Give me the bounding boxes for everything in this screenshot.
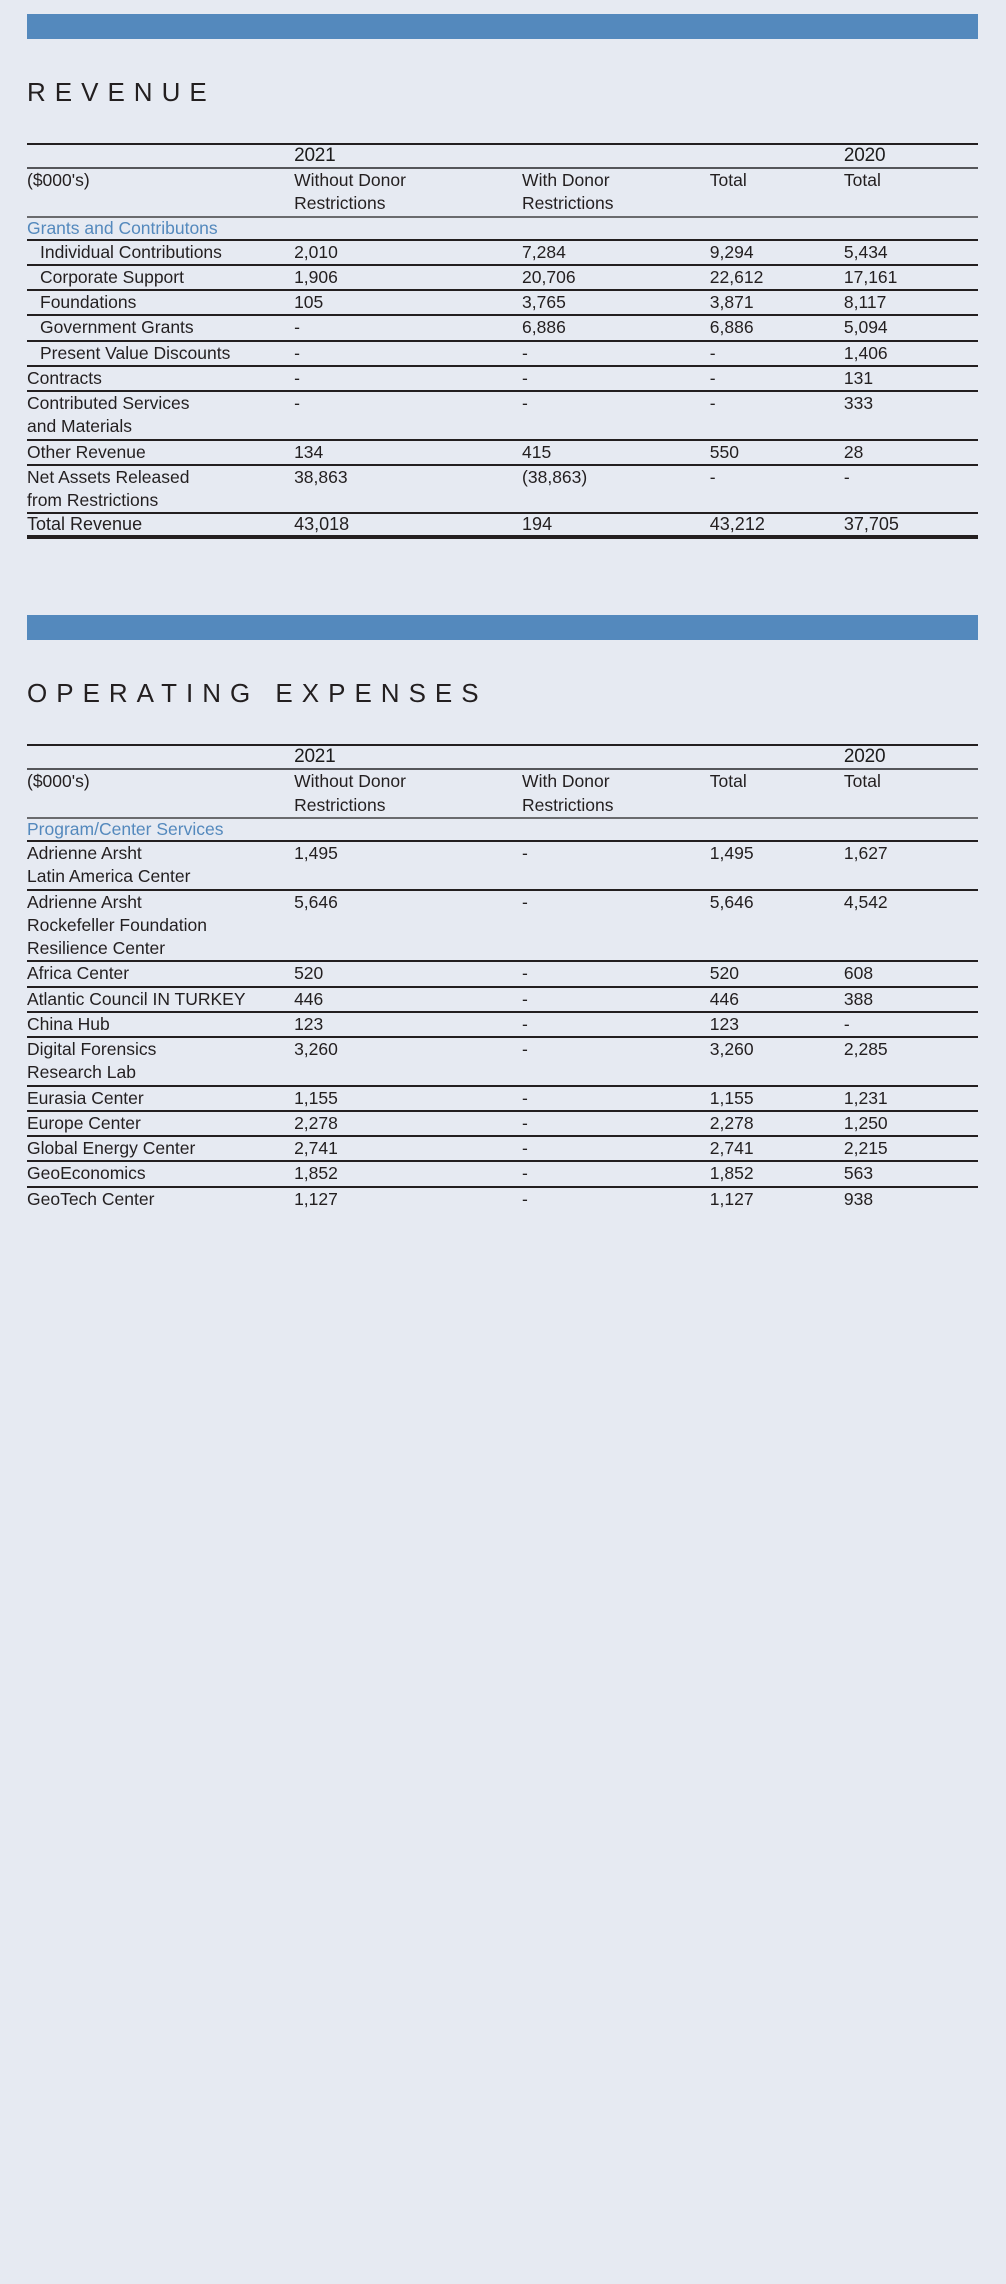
revenue-row-label: Other Revenue <box>27 440 294 465</box>
expenses-row-with: - <box>522 1111 710 1136</box>
revenue-row-label: Corporate Support <box>27 265 294 290</box>
table-row <box>27 315 978 340</box>
revenue-section <box>0 14 1006 601</box>
expenses-row-label: Africa Center <box>27 961 294 986</box>
revenue-row-label: Foundations <box>27 290 294 315</box>
expenses-year-header-row <box>27 745 978 769</box>
revenue-row-total: 550 <box>710 440 844 465</box>
expenses-row-with: - <box>522 1012 710 1037</box>
expenses-row-prior: 563 <box>844 1161 978 1186</box>
revenue-row-total: 6,886 <box>710 315 844 340</box>
expenses-row-label: Europe Center <box>27 1111 294 1136</box>
revenue-year-spacer-1 <box>522 144 710 168</box>
expenses-row-prior: 2,285 <box>844 1037 978 1086</box>
revenue-units-label: ($000's) <box>27 168 294 217</box>
revenue-row-label: Contributed Services and Materials <box>27 391 294 440</box>
table-row <box>27 290 978 315</box>
revenue-row-total: - <box>710 465 844 514</box>
revenue-table <box>27 143 978 539</box>
expenses-row-prior: 4,542 <box>844 890 978 962</box>
revenue-row-total: 3,871 <box>710 290 844 315</box>
expenses-row-without: 2,741 <box>294 1136 522 1161</box>
expenses-col-with-donor <box>522 769 710 818</box>
revenue-total-without: 43,018 <box>294 513 522 537</box>
table-row <box>27 1161 978 1186</box>
page-title-operating-expenses: OPERATING EXPENSES <box>27 678 488 709</box>
expenses-row-with: - <box>522 1161 710 1186</box>
revenue-accent-bar <box>27 14 978 39</box>
expenses-row-total: 123 <box>710 1012 844 1037</box>
revenue-col-with-donor-line2: Restrictions <box>522 193 614 214</box>
expenses-row-label: Digital Forensics Research Lab <box>27 1037 294 1086</box>
expenses-row-without: 123 <box>294 1012 522 1037</box>
expenses-row-prior: 2,215 <box>844 1136 978 1161</box>
operating-expenses-table <box>27 744 978 1211</box>
expenses-row-total: 5,646 <box>710 890 844 962</box>
expenses-row-total: 1,127 <box>710 1187 844 1211</box>
revenue-total-with: 194 <box>522 513 710 537</box>
expenses-row-total: 520 <box>710 961 844 986</box>
revenue-total-row <box>27 513 978 537</box>
revenue-row-without: - <box>294 341 522 366</box>
expenses-row-total: 1,852 <box>710 1161 844 1186</box>
revenue-row-group <box>27 240 978 514</box>
revenue-row-total: - <box>710 341 844 366</box>
expenses-row-prior: 1,627 <box>844 841 978 890</box>
page-title-revenue: REVENUE <box>27 77 216 107</box>
operating-expenses-section <box>0 615 1006 1211</box>
revenue-year-current: 2021 <box>294 144 522 168</box>
expenses-column-header-row <box>27 769 978 818</box>
table-row <box>27 1012 978 1037</box>
expenses-row-with: - <box>522 1037 710 1086</box>
revenue-row-with: - <box>522 391 710 440</box>
revenue-row-prior: 28 <box>844 440 978 465</box>
revenue-row-total: 22,612 <box>710 265 844 290</box>
revenue-row-label: Net Assets Released from Restrictions <box>27 465 294 514</box>
revenue-row-with: 415 <box>522 440 710 465</box>
revenue-column-header-row <box>27 168 978 217</box>
table-row <box>27 440 978 465</box>
expenses-col-without-donor-line1: Without Donor <box>294 771 406 792</box>
revenue-row-prior: 8,117 <box>844 290 978 315</box>
expenses-row-without: 5,646 <box>294 890 522 962</box>
revenue-year-spacer-2 <box>710 144 844 168</box>
expenses-row-with: - <box>522 1187 710 1211</box>
expenses-row-prior: 608 <box>844 961 978 986</box>
revenue-row-label: Individual Contributions <box>27 240 294 265</box>
revenue-row-without: - <box>294 366 522 391</box>
revenue-col-with-donor-line1: With Donor <box>522 170 610 190</box>
revenue-year-prior: 2020 <box>844 144 978 168</box>
revenue-row-with: 7,284 <box>522 240 710 265</box>
revenue-row-without: - <box>294 315 522 340</box>
revenue-row-with: 20,706 <box>522 265 710 290</box>
table-row <box>27 265 978 290</box>
table-row <box>27 961 978 986</box>
expenses-units-label: ($000's) <box>27 769 294 818</box>
expenses-col-without-donor <box>294 769 522 818</box>
table-row <box>27 391 978 440</box>
expenses-row-without: 1,127 <box>294 1187 522 1211</box>
revenue-col-total-current: Total <box>710 168 844 217</box>
expenses-col-total-current: Total <box>710 769 844 818</box>
expenses-col-total-prior: Total <box>844 769 978 818</box>
table-row <box>27 841 978 890</box>
section-gap <box>27 539 979 601</box>
revenue-col-total-prior: Total <box>844 168 978 217</box>
expenses-year-blank <box>27 745 294 769</box>
expenses-row-without: 520 <box>294 961 522 986</box>
revenue-row-prior: 131 <box>844 366 978 391</box>
expenses-year-current: 2021 <box>294 745 522 769</box>
revenue-row-prior: 17,161 <box>844 265 978 290</box>
revenue-row-total: - <box>710 391 844 440</box>
expenses-year-spacer-1 <box>522 745 710 769</box>
revenue-row-without: 105 <box>294 290 522 315</box>
expenses-row-label: Atlantic Council IN TURKEY <box>27 987 294 1012</box>
expenses-group-heading: Program/Center Services <box>27 818 978 841</box>
expenses-row-without: 1,155 <box>294 1086 522 1111</box>
revenue-row-prior: 5,094 <box>844 315 978 340</box>
expenses-row-with: - <box>522 890 710 962</box>
expenses-row-without: 1,495 <box>294 841 522 890</box>
expenses-row-label: China Hub <box>27 1012 294 1037</box>
table-row <box>27 1086 978 1111</box>
financial-report-page <box>0 14 1006 1211</box>
expenses-row-label: Eurasia Center <box>27 1086 294 1111</box>
revenue-row-with: 3,765 <box>522 290 710 315</box>
revenue-col-without-donor <box>294 168 522 217</box>
table-row <box>27 1136 978 1161</box>
table-row <box>27 465 978 514</box>
revenue-row-without: 38,863 <box>294 465 522 514</box>
revenue-row-label: Government Grants <box>27 315 294 340</box>
table-row <box>27 1037 978 1086</box>
expenses-col-without-donor-line2: Restrictions <box>294 794 386 815</box>
expenses-row-total: 1,155 <box>710 1086 844 1111</box>
revenue-row-without: 134 <box>294 440 522 465</box>
revenue-col-with-donor <box>522 168 710 217</box>
expenses-row-label: GeoEconomics <box>27 1161 294 1186</box>
revenue-row-prior: 333 <box>844 391 978 440</box>
revenue-row-with: 6,886 <box>522 315 710 340</box>
expenses-row-with: - <box>522 987 710 1012</box>
expenses-row-without: 1,852 <box>294 1161 522 1186</box>
expenses-row-without: 446 <box>294 987 522 1012</box>
table-row <box>27 1111 978 1136</box>
revenue-row-without: - <box>294 391 522 440</box>
table-row <box>27 1187 978 1211</box>
expenses-row-with: - <box>522 1136 710 1161</box>
revenue-row-label: Contracts <box>27 366 294 391</box>
expenses-row-label: Global Energy Center <box>27 1136 294 1161</box>
expenses-row-with: - <box>522 961 710 986</box>
revenue-col-without-donor-line1: Without Donor <box>294 170 406 190</box>
revenue-group-heading: Grants and Contributons <box>27 217 978 240</box>
revenue-row-total: 9,294 <box>710 240 844 265</box>
expenses-row-group <box>27 841 978 1211</box>
expenses-year-prior: 2020 <box>844 745 978 769</box>
expenses-col-with-donor-line2: Restrictions <box>522 794 614 815</box>
revenue-row-prior: - <box>844 465 978 514</box>
expenses-row-with: - <box>522 1086 710 1111</box>
revenue-total-label: Total Revenue <box>27 513 294 537</box>
expenses-row-without: 2,278 <box>294 1111 522 1136</box>
expenses-row-total: 446 <box>710 987 844 1012</box>
operating-expenses-accent-bar <box>27 615 978 640</box>
revenue-row-label: Present Value Discounts <box>27 341 294 366</box>
table-row <box>27 890 978 962</box>
revenue-row-with: (38,863) <box>522 465 710 514</box>
revenue-row-prior: 1,406 <box>844 341 978 366</box>
revenue-col-without-donor-line2: Restrictions <box>294 193 386 214</box>
revenue-total-prior: 37,705 <box>844 513 978 537</box>
revenue-row-total: - <box>710 366 844 391</box>
revenue-row-without: 1,906 <box>294 265 522 290</box>
expenses-row-label: Adrienne Arsht Latin America Center <box>27 841 294 890</box>
expenses-row-total: 3,260 <box>710 1037 844 1086</box>
expenses-row-without: 3,260 <box>294 1037 522 1086</box>
expenses-row-prior: 388 <box>844 987 978 1012</box>
expenses-group-heading-row <box>27 818 978 841</box>
expenses-row-label: Adrienne Arsht Rockefeller Foundation Resilience Center <box>27 890 294 962</box>
expenses-row-total: 1,495 <box>710 841 844 890</box>
expenses-col-with-donor-line1: With Donor <box>522 771 610 792</box>
table-row <box>27 366 978 391</box>
expenses-row-prior: 1,231 <box>844 1086 978 1111</box>
table-row <box>27 341 978 366</box>
revenue-row-prior: 5,434 <box>844 240 978 265</box>
revenue-row-with: - <box>522 366 710 391</box>
table-row <box>27 987 978 1012</box>
revenue-year-header-row <box>27 144 978 168</box>
revenue-row-without: 2,010 <box>294 240 522 265</box>
expenses-row-prior: 938 <box>844 1187 978 1211</box>
revenue-group-heading-row <box>27 217 978 240</box>
revenue-row-with: - <box>522 341 710 366</box>
revenue-year-blank <box>27 144 294 168</box>
expenses-row-total: 2,741 <box>710 1136 844 1161</box>
expenses-row-prior: - <box>844 1012 978 1037</box>
expenses-row-total: 2,278 <box>710 1111 844 1136</box>
expenses-row-label: GeoTech Center <box>27 1187 294 1211</box>
expenses-row-prior: 1,250 <box>844 1111 978 1136</box>
expenses-year-spacer-2 <box>710 745 844 769</box>
table-row <box>27 240 978 265</box>
expenses-row-with: - <box>522 841 710 890</box>
revenue-total-total: 43,212 <box>710 513 844 537</box>
